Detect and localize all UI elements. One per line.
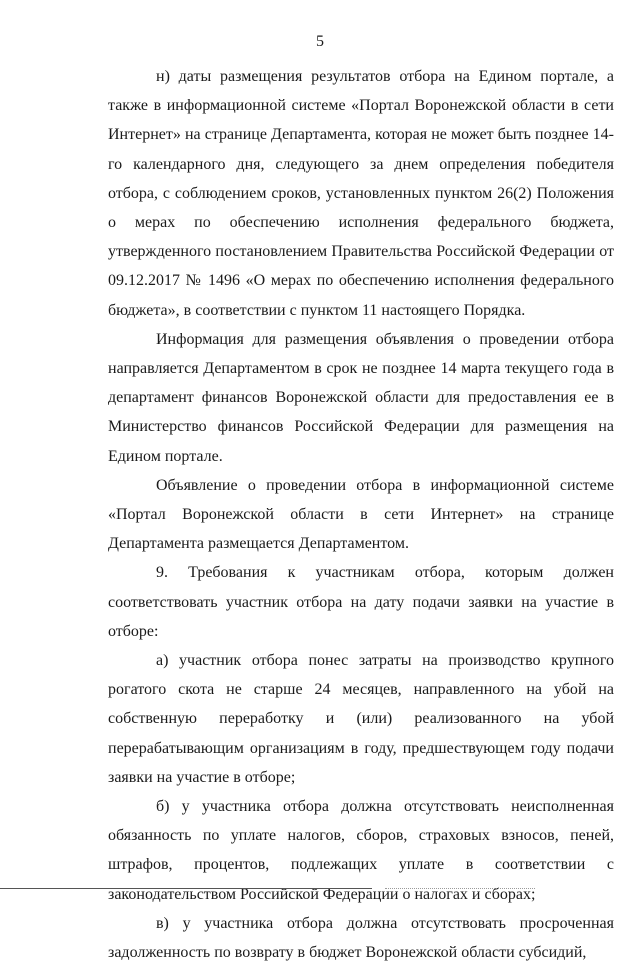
paragraph-announcement-info: Информация для размещения объявления о проведении отбора направляется Департаментом в срок не позднее 14 марта текущего года в департамент финансов Воронежской области для предоставления ее в Министерство финансов Российской Федерации для размещения на Едином портале.	[108, 330, 614, 465]
paragraph-9-requirements: 9. Требования к участникам отбора, которым должен соответствовать участник отбора на дату подачи заявки на участие в отборе:	[108, 564, 614, 640]
scan-bottom-dots	[385, 888, 535, 889]
paragraph-announcement-portal: Объявление о проведении отбора в информационной системе «Портал Воронежской области в сети Интернет» на странице Департамента размещается Департаментом.	[108, 476, 614, 553]
paragraph-n-publication-dates: н) даты размещения результатов отбора на Едином портале, а также в информационной системе «Портал Воронежской области в сети Интернет» на странице Департамента, которая не может быть позднее 14-го календарного дня, следующего за днем определения победителя отбора, с соблюдением сроков, установленных пунктом 26(2) Положения о мерах по обеспечению исполнения федерального бюджета, утвержденного постановлением Правительства Российской Федерации от 09.12.2017 № 1496 «О мерах по обеспечению исполнения федерального бюджета», в соответствии с пунктом 11 настоящего Порядка.	[108, 68, 614, 319]
paragraph-b-tax-obligations: б) у участника отбора должна отсутствовать неисполненная обязанность по уплате налогов, сборов, страховых взносов, пеней, штрафов, процентов, подлежащих уплате в соответствии с законодательством Российской Федерации о налогах и сборах;	[108, 798, 614, 903]
scan-bottom-line	[0, 888, 372, 889]
paragraph-v-overdue-debt: в) у участника отбора должна отсутствовать просроченная задолженность по возврату в бюджет Воронежской области субсидий,	[108, 914, 614, 962]
document-body	[108, 62, 614, 967]
paragraph-a-cattle-costs: а) участник отбора понес затраты на производство крупного рогатого скота не старше 24 месяцев, направленного на убой на собственную переработку и (или) реализованного на убой перерабатывающим организациям в году, предшествующем году подачи заявки на участие в отборе;	[108, 652, 614, 786]
page-number: 5	[316, 33, 324, 50]
